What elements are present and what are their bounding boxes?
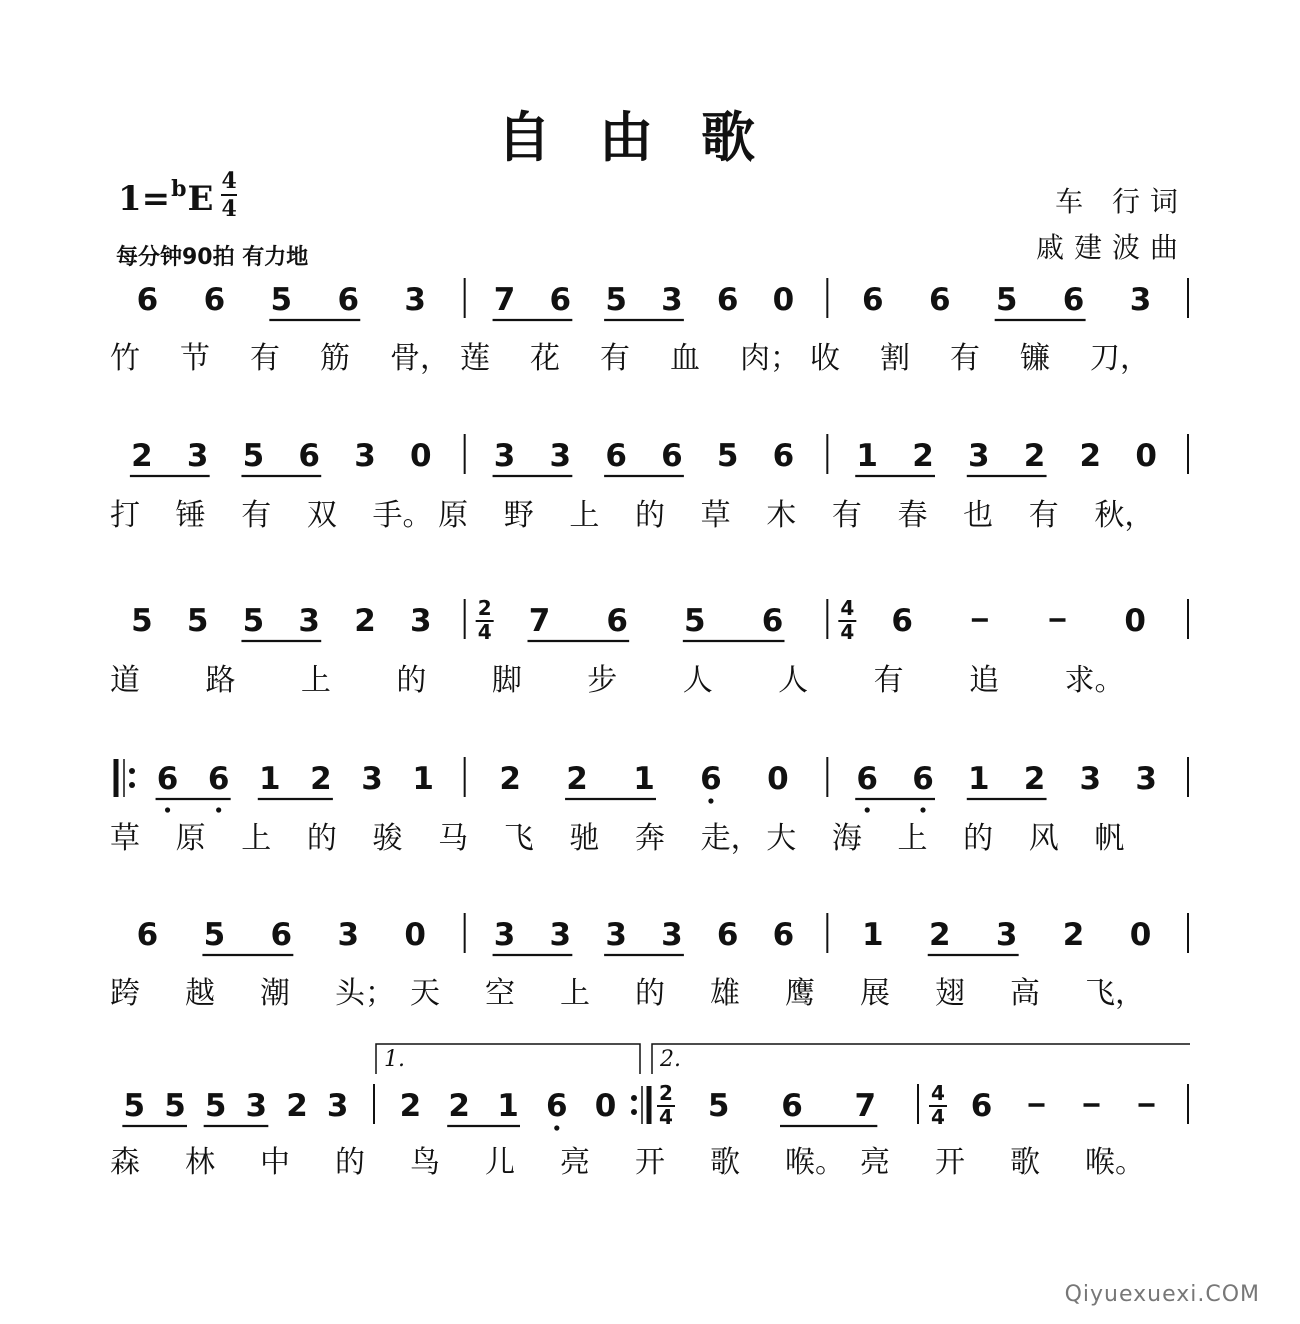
note: 5: [716, 438, 739, 474]
note: 6: [207, 761, 230, 797]
lyric-char: 鸟: [410, 1145, 440, 1180]
lyric-char: 鹰: [785, 976, 815, 1011]
note: 2: [310, 761, 332, 797]
note: 6: [891, 603, 913, 639]
lyric-char: 的: [335, 1145, 365, 1180]
repeat-dot: [129, 782, 135, 788]
lyric-char: 筋: [320, 341, 350, 376]
note: 1: [258, 761, 281, 797]
lyric-char: 血: [670, 341, 700, 376]
lyric-char: 上: [569, 498, 600, 533]
lyric-char: 有: [831, 498, 862, 533]
time-change-top: 2: [659, 1081, 673, 1105]
time-change-bottom: 4: [931, 1105, 945, 1129]
note: 6: [772, 438, 795, 474]
lyric-char: 飞: [503, 821, 534, 856]
note: 6: [928, 282, 951, 318]
lyric-char: 木: [766, 498, 797, 533]
volta-first-label: 1.: [384, 1047, 405, 1072]
lyric-char: 亮: [560, 1145, 590, 1180]
note: 5: [605, 282, 627, 318]
rest-note: 0: [1124, 603, 1146, 639]
volta-second-bracket: [652, 1044, 1190, 1074]
note: 6: [549, 282, 572, 318]
note: 5: [203, 917, 226, 953]
lyric-char: 有: [250, 341, 280, 376]
note: 7: [528, 603, 551, 639]
note: 2: [448, 1088, 470, 1124]
lyric-char: 天: [410, 976, 440, 1011]
note: 2: [1023, 438, 1046, 474]
lyric-char: 有: [1028, 498, 1059, 533]
rest-note: 0: [409, 438, 432, 474]
note: 3: [354, 438, 376, 474]
lyric-char: 中: [260, 1145, 290, 1180]
note: 5: [242, 603, 265, 639]
note: 6: [970, 1088, 993, 1124]
note: 6: [856, 761, 879, 797]
lyric-char: 林: [185, 1145, 215, 1180]
lyric-char: 上: [241, 821, 272, 856]
lyric-char: 秋，: [1094, 498, 1155, 533]
note: 3: [1135, 761, 1157, 797]
note: 6: [136, 917, 159, 953]
tempo-marking: 每分钟90拍 有力地: [116, 245, 309, 270]
low-octave-dot: [165, 807, 170, 812]
lyric-char: 喉。: [785, 1145, 845, 1180]
lyric-char: 有: [950, 341, 980, 376]
watermark: Qiyuexuexi.COM: [1064, 1282, 1260, 1307]
lyric-char: 脚: [491, 663, 522, 698]
lyric-char: 马: [438, 821, 469, 856]
time-change-bottom: 4: [659, 1105, 673, 1129]
lyric-char: 越: [185, 976, 215, 1011]
lyric-char: 追: [969, 663, 1000, 698]
lyric-char: 有: [241, 498, 272, 533]
note: 6: [716, 917, 739, 953]
lyric-char: 的: [306, 821, 337, 856]
lyric-char: 雄: [710, 976, 740, 1011]
lyric-char: 双: [306, 498, 337, 533]
note: 3: [245, 1088, 268, 1124]
lyric-char: 开: [635, 1145, 665, 1180]
volta-second-label: 2.: [660, 1047, 681, 1072]
time-top: 4: [221, 168, 237, 194]
lyric-char: 路: [205, 663, 236, 698]
note: 5: [707, 1088, 730, 1124]
time-change-bottom: 4: [477, 620, 492, 644]
note: 2: [399, 1088, 422, 1124]
note: 1: [497, 1088, 519, 1124]
note: 1: [412, 761, 434, 797]
lyric-char: 打: [110, 498, 140, 533]
note: 6: [862, 282, 884, 318]
lyric-char: 上: [300, 663, 331, 698]
lyric-char: 锤: [175, 498, 206, 533]
note: 5: [242, 438, 265, 474]
lyric-char: 头；: [335, 976, 395, 1011]
note: 3: [967, 438, 990, 474]
note: 3: [493, 438, 516, 474]
lyric-char: 刀，: [1090, 341, 1150, 376]
lyric-char: 步: [587, 663, 618, 698]
note: 5: [164, 1088, 186, 1124]
lyric-char: 的: [635, 498, 665, 533]
low-octave-dot: [554, 1125, 559, 1130]
note: 6: [772, 917, 795, 953]
note: 3: [661, 282, 683, 318]
lyric-char: 走，: [700, 821, 761, 856]
lyric-char: 也: [963, 498, 994, 533]
note: 3: [404, 282, 426, 318]
time-change-top: 4: [840, 596, 855, 620]
note: 6: [337, 282, 360, 318]
note: 6: [605, 438, 627, 474]
lyric-char: 收: [810, 341, 840, 376]
lyric-char: 开: [935, 1145, 965, 1180]
lyric-char: 莲: [460, 341, 490, 376]
note: 1: [633, 761, 655, 797]
low-octave-dot: [708, 798, 713, 803]
lyric-char: 跨: [110, 976, 140, 1011]
lyric-char: 竹: [110, 341, 140, 376]
note: 3: [326, 1088, 349, 1124]
note: 3: [549, 438, 572, 474]
lyric-char: 高: [1010, 976, 1040, 1011]
note: 6: [700, 761, 722, 797]
low-octave-dot: [865, 807, 870, 812]
rest-note: 0: [404, 917, 426, 953]
lyric-char: 花: [530, 341, 560, 376]
note: 5: [131, 603, 153, 639]
lyric-char: 人: [682, 663, 713, 698]
lyric-char: 野: [503, 498, 534, 533]
key-one: 1=: [118, 179, 171, 219]
lyric-char: 骏: [372, 821, 403, 856]
note: 6: [661, 438, 683, 474]
note: 3: [995, 917, 1018, 953]
lyric-char: 手。: [372, 498, 433, 533]
note: 3: [1129, 282, 1152, 318]
lyric-char: 歌: [1010, 1145, 1040, 1180]
note: 1: [967, 761, 990, 797]
lyric-char: 镰: [1020, 341, 1050, 376]
lyric-char: 草: [700, 498, 731, 533]
lyric-char: 求。: [1064, 663, 1125, 698]
note: 6: [156, 761, 179, 797]
note: 3: [186, 438, 209, 474]
lyric-char: 原: [438, 498, 469, 533]
repeat-dot: [631, 1109, 637, 1115]
lyric-char: 翅: [935, 976, 965, 1011]
note: 3: [409, 603, 432, 639]
note: 3: [1079, 761, 1102, 797]
song-title: 自由歌: [497, 105, 803, 169]
note: 5: [123, 1088, 146, 1124]
note: 7: [493, 282, 516, 318]
lyric-char: 帆: [1094, 821, 1125, 856]
lyric-char: 喉。: [1085, 1145, 1145, 1180]
lyric-char: 亮: [860, 1145, 890, 1180]
repeat-dot: [129, 768, 135, 774]
note: 2: [499, 761, 521, 797]
repeat-dot: [631, 1095, 637, 1101]
low-octave-dot: [920, 807, 925, 812]
lyric-char: 上: [897, 821, 928, 856]
note: 3: [337, 917, 360, 953]
note: 2: [1062, 917, 1085, 953]
note: 6: [761, 603, 784, 639]
note: 6: [298, 438, 321, 474]
lyric-char: 原: [175, 821, 206, 856]
note: 6: [716, 282, 739, 318]
lyric-char: 的: [963, 821, 994, 856]
key-note: E: [187, 179, 214, 219]
rest-note: 0: [1129, 917, 1152, 953]
note: 1: [862, 917, 884, 953]
note: 3: [549, 917, 572, 953]
lyric-char: 海: [831, 821, 862, 856]
note: 2: [566, 761, 588, 797]
note: 2: [912, 438, 934, 474]
note: 2: [1079, 438, 1102, 474]
lyricist-credit: 车 行词: [1055, 185, 1188, 218]
lyric-char: 有: [600, 341, 630, 376]
time-change-bottom: 4: [840, 620, 855, 644]
note: 1: [856, 438, 879, 474]
lyric-char: 的: [635, 976, 665, 1011]
note: 6: [912, 761, 934, 797]
note: 6: [136, 282, 159, 318]
note: 5: [684, 603, 706, 639]
note: 3: [605, 917, 627, 953]
rest-note: 0: [767, 761, 789, 797]
lyric-char: 儿: [485, 1145, 515, 1180]
note: 3: [661, 917, 683, 953]
lyric-char: 潮: [260, 976, 290, 1011]
note: 5: [270, 282, 293, 318]
lyric-char: 春: [897, 498, 928, 533]
note: 6: [606, 603, 628, 639]
lyric-char: 草: [110, 821, 140, 856]
note: 6: [270, 917, 293, 953]
composer-credit: 戚建波曲: [1035, 231, 1188, 264]
lyric-char: 奔: [635, 821, 665, 856]
lyric-char: 节: [180, 341, 210, 376]
time-bottom: 4: [221, 196, 237, 222]
lyric-char: 肉；: [740, 341, 800, 376]
lyric-char: 的: [396, 663, 427, 698]
note: 2: [1023, 761, 1046, 797]
lyric-char: 飞，: [1085, 976, 1145, 1011]
lyric-char: 大: [766, 821, 797, 856]
note: 6: [203, 282, 226, 318]
lyric-char: 驰: [569, 821, 600, 856]
lyric-char: 人: [778, 663, 809, 698]
rest-note: 0: [772, 282, 795, 318]
lyric-char: 割: [880, 341, 910, 376]
lyric-char: 森: [110, 1145, 140, 1180]
note: 5: [204, 1088, 227, 1124]
flat-sign: b: [171, 176, 187, 202]
note: 6: [546, 1088, 568, 1124]
note: 2: [354, 603, 376, 639]
rest-note: 0: [594, 1088, 617, 1124]
lyric-char: 歌: [710, 1145, 740, 1180]
lyric-char: 空: [485, 976, 515, 1011]
lyric-char: 上: [560, 976, 590, 1011]
lyric-char: 风: [1028, 821, 1059, 856]
note: 2: [928, 917, 951, 953]
note: 6: [1062, 282, 1085, 318]
lyric-char: 道: [110, 663, 140, 698]
note: 2: [131, 438, 153, 474]
rest-note: 0: [1135, 438, 1157, 474]
note: 7: [854, 1088, 877, 1124]
lyric-char: 有: [873, 663, 904, 698]
note: 3: [298, 603, 321, 639]
low-octave-dot: [216, 807, 221, 812]
note: 5: [995, 282, 1018, 318]
note: 5: [186, 603, 209, 639]
note: 2: [286, 1088, 308, 1124]
lyric-char: 骨，: [390, 341, 450, 376]
note: 6: [781, 1088, 803, 1124]
note: 3: [361, 761, 383, 797]
note: 3: [493, 917, 516, 953]
time-change-top: 4: [931, 1081, 945, 1105]
lyric-char: 展: [860, 976, 890, 1011]
time-change-top: 2: [477, 596, 492, 620]
volta-first-bracket: [376, 1044, 640, 1074]
